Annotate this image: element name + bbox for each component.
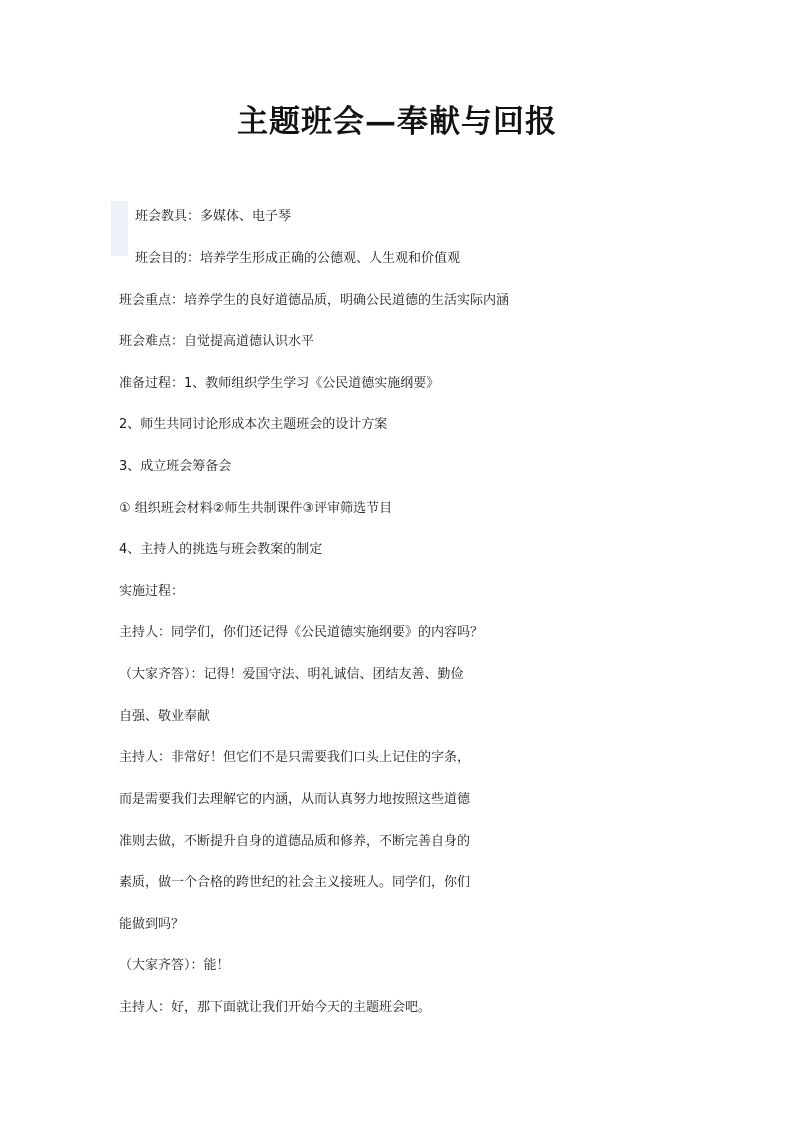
paragraph-line: 准则去做，不断提升自身的道德品质和修养，不断完善自身的 — [119, 834, 471, 849]
paragraph-line: 自强、敬业奉献 — [119, 709, 211, 724]
paragraph-line: 能做到吗？ — [119, 917, 185, 932]
paragraph-line: 而是需要我们去理解它的内涵，从而认真努力地按照这些道德 — [119, 792, 471, 807]
paragraph-line: ① 组织班会材料②师生共制课件③评审筛选节目 — [119, 501, 393, 516]
paragraph-line: 班会难点：自觉提高道德认识水平 — [119, 334, 315, 349]
paragraph-line: 主持人：好，那下面就让我们开始今天的主题班会吧。 — [119, 1000, 432, 1015]
paragraph-line: 2、师生共同讨论形成本次主题班会的设计方案 — [119, 417, 388, 432]
document-title: 主题班会—奉献与回报 — [237, 104, 557, 140]
margin-marker — [111, 201, 128, 256]
paragraph-line: 班会重点：培养学生的良好道德品质，明确公民道德的生活实际内涵 — [119, 293, 510, 308]
paragraph-line: 4、主持人的挑选与班会教案的制定 — [119, 542, 323, 557]
paragraph-line: 3、成立班会筹备会 — [119, 459, 232, 474]
paragraph-line: 班会目的：培养学生形成正确的公德观、人生观和价值观 — [135, 251, 461, 266]
paragraph-line: 主持人：同学们，你们还记得《公民道德实施纲要》的内容吗？ — [119, 625, 484, 640]
paragraph-line: 班会教具：多媒体、电子琴 — [135, 209, 292, 224]
paragraph-line: 实施过程： — [119, 584, 185, 599]
paragraph-line: 准备过程：1、教师组织学生学习《公民道德实施纲要》 — [119, 376, 440, 391]
paragraph-line: （大家齐答）：记得！爱国守法、明礼诚信、团结友善、勤俭 — [119, 667, 464, 682]
paragraph-line: 主持人：非常好！但它们不是只需要我们口头上记住的字条， — [119, 750, 471, 765]
paragraph-line: 素质，做一个合格的跨世纪的社会主义接班人。同学们，你们 — [119, 875, 471, 890]
paragraph-line: （大家齐答）：能！ — [119, 958, 230, 973]
